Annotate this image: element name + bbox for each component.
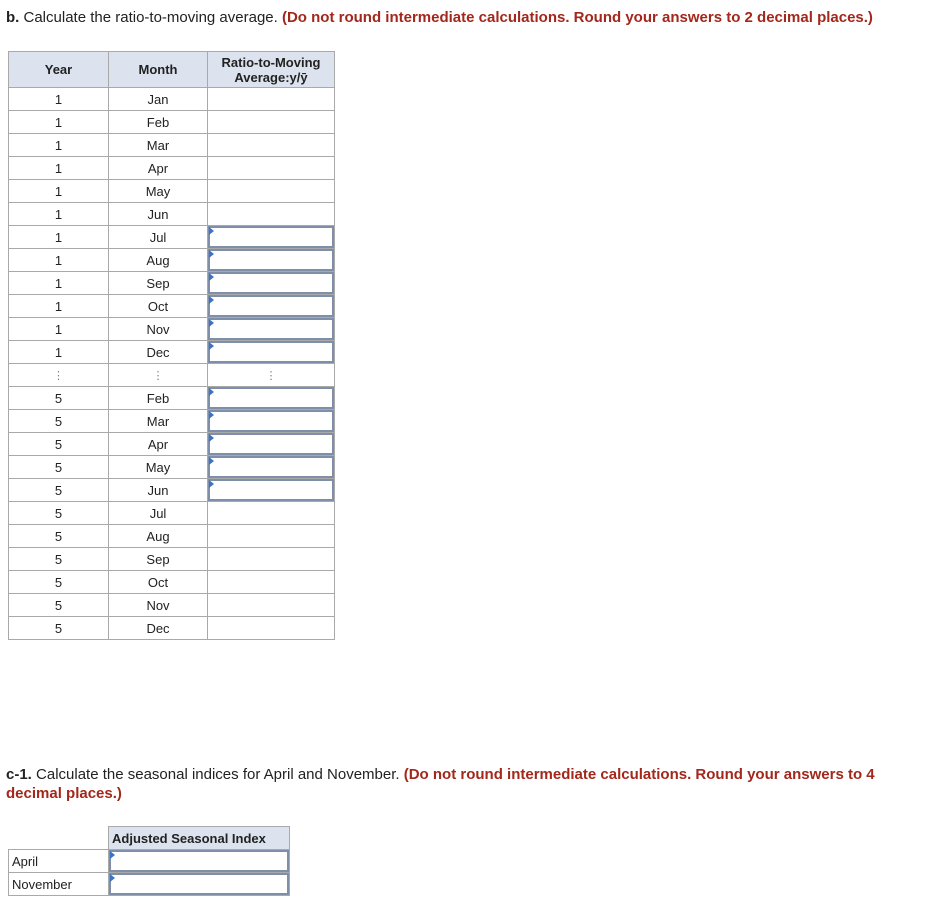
- year-cell: 5: [9, 571, 109, 594]
- table-row: [9, 111, 335, 134]
- year-cell: 5: [9, 594, 109, 617]
- month-cell: Jun: [109, 479, 208, 502]
- ratio-table-body: [9, 88, 335, 640]
- ellipsis-row: [9, 364, 335, 387]
- year-cell: 1: [9, 203, 109, 226]
- ratio-header: [208, 52, 335, 88]
- ratio-cell: [208, 387, 335, 410]
- month-cell: May: [109, 180, 208, 203]
- question-b-text: Calculate the ratio-to-moving average.: [19, 9, 282, 26]
- ratio-cell: ⋮: [208, 364, 335, 387]
- seasonal-index-input[interactable]: [109, 873, 289, 895]
- ratio-input[interactable]: [208, 456, 334, 478]
- month-header: Month: [109, 52, 208, 88]
- ratio-input[interactable]: [208, 341, 334, 363]
- question-c1-label: c-1.: [6, 766, 32, 783]
- table-row: [9, 502, 335, 525]
- table-row: [9, 341, 335, 364]
- season-label: November: [9, 873, 109, 896]
- month-cell: Feb: [109, 387, 208, 410]
- seasonal-index-input[interactable]: [109, 850, 289, 872]
- ratio-cell: [208, 341, 335, 364]
- question-c1: [6, 765, 911, 803]
- question-c1-text: Calculate the seasonal indices for April and November.: [31, 766, 404, 783]
- ratio-cell: [208, 295, 335, 318]
- month-cell: Sep: [109, 272, 208, 295]
- table-row: [9, 88, 335, 111]
- ratio-cell: [208, 180, 335, 203]
- year-cell: 1: [9, 295, 109, 318]
- table-row: [9, 203, 335, 226]
- ratio-cell: [208, 410, 335, 433]
- month-cell: Nov: [109, 318, 208, 341]
- year-cell: 1: [9, 111, 109, 134]
- month-cell: Aug: [109, 249, 208, 272]
- month-cell: Dec: [109, 617, 208, 640]
- year-cell: 5: [9, 433, 109, 456]
- table-row: [9, 571, 335, 594]
- ratio-cell: [208, 502, 335, 525]
- month-cell: Mar: [109, 410, 208, 433]
- table-row: [9, 410, 335, 433]
- ratio-input[interactable]: [208, 318, 334, 340]
- ratio-cell: [208, 134, 335, 157]
- month-cell: Jan: [109, 88, 208, 111]
- ratio-cell: [208, 157, 335, 180]
- month-cell: Jun: [109, 203, 208, 226]
- ratio-cell: [208, 111, 335, 134]
- year-cell: 1: [9, 341, 109, 364]
- table-row: [9, 295, 335, 318]
- year-cell: 1: [9, 226, 109, 249]
- year-cell: 1: [9, 249, 109, 272]
- ratio-cell: [208, 479, 335, 502]
- table-row: [9, 433, 335, 456]
- year-cell: 1: [9, 318, 109, 341]
- month-cell: Oct: [109, 571, 208, 594]
- ratio-to-moving-average-table: [8, 51, 335, 640]
- question-b: [6, 8, 916, 27]
- ratio-input[interactable]: [208, 433, 334, 455]
- ratio-input[interactable]: [208, 226, 334, 248]
- month-cell: Mar: [109, 134, 208, 157]
- ratio-input[interactable]: [208, 479, 334, 501]
- ratio-cell: [208, 272, 335, 295]
- table-row: [9, 387, 335, 410]
- table-row: [9, 850, 290, 873]
- month-cell: Apr: [109, 157, 208, 180]
- table-row: [9, 617, 335, 640]
- table-row: [9, 873, 290, 896]
- year-cell: 5: [9, 479, 109, 502]
- month-cell: May: [109, 456, 208, 479]
- year-cell: 5: [9, 617, 109, 640]
- table-row: [9, 548, 335, 571]
- seasonal-table-body: [9, 850, 290, 896]
- table-row: [9, 525, 335, 548]
- ratio-cell: [208, 548, 335, 571]
- ratio-cell: [208, 594, 335, 617]
- month-cell: Jul: [109, 226, 208, 249]
- table-header-row: [9, 827, 290, 850]
- ratio-cell: [208, 203, 335, 226]
- table-row: [9, 456, 335, 479]
- ratio-cell: [208, 88, 335, 111]
- ratio-input[interactable]: [208, 295, 334, 317]
- month-cell: Feb: [109, 111, 208, 134]
- seasonal-index-table: [8, 826, 290, 896]
- year-cell: 5: [9, 502, 109, 525]
- month-cell: Sep: [109, 548, 208, 571]
- ratio-cell: [208, 226, 335, 249]
- year-cell: 5: [9, 387, 109, 410]
- year-cell: 1: [9, 180, 109, 203]
- month-cell: ⋮: [109, 364, 208, 387]
- year-cell: 1: [9, 157, 109, 180]
- ratio-cell: [208, 249, 335, 272]
- table-row: [9, 594, 335, 617]
- year-header: Year: [9, 52, 109, 88]
- ratio-input[interactable]: [208, 387, 334, 409]
- year-cell: 1: [9, 88, 109, 111]
- month-cell: Dec: [109, 341, 208, 364]
- table-row: [9, 479, 335, 502]
- question-c1-instruction: (Do not round intermediate calculations. Round your answers to 4 decimal places.): [6, 766, 875, 802]
- month-cell: Oct: [109, 295, 208, 318]
- year-cell: 5: [9, 525, 109, 548]
- table-row: [9, 272, 335, 295]
- table-row: [9, 249, 335, 272]
- table-row: [9, 157, 335, 180]
- season-label: April: [9, 850, 109, 873]
- seasonal-index-cell: [109, 850, 290, 873]
- ratio-cell: [208, 571, 335, 594]
- blank-header: [9, 827, 109, 850]
- month-cell: Jul: [109, 502, 208, 525]
- seasonal-index-cell: [109, 873, 290, 896]
- month-cell: Apr: [109, 433, 208, 456]
- ratio-cell: [208, 617, 335, 640]
- year-cell: 5: [9, 410, 109, 433]
- year-cell: 5: [9, 548, 109, 571]
- month-cell: Aug: [109, 525, 208, 548]
- ratio-input[interactable]: [208, 272, 334, 294]
- year-cell: ⋮: [9, 364, 109, 387]
- ratio-input[interactable]: [208, 249, 334, 271]
- year-cell: 5: [9, 456, 109, 479]
- table-header-row: [9, 52, 335, 88]
- ratio-cell: [208, 433, 335, 456]
- table-row: [9, 318, 335, 341]
- table-row: [9, 134, 335, 157]
- question-b-label: b.: [6, 9, 20, 26]
- ratio-input[interactable]: [208, 410, 334, 432]
- question-b-instruction: (Do not round intermediate calculations. Round your answers to 2 decimal places.): [281, 9, 873, 26]
- table-row: [9, 180, 335, 203]
- ratio-cell: [208, 525, 335, 548]
- year-cell: 1: [9, 272, 109, 295]
- year-cell: 1: [9, 134, 109, 157]
- adjusted-seasonal-index-header: Adjusted Seasonal Index: [109, 827, 290, 850]
- ratio-header-text: Ratio-to-Moving Average:y/ȳ: [221, 54, 321, 85]
- month-cell: Nov: [109, 594, 208, 617]
- ratio-cell: [208, 318, 335, 341]
- table-row: [9, 226, 335, 249]
- ratio-cell: [208, 456, 335, 479]
